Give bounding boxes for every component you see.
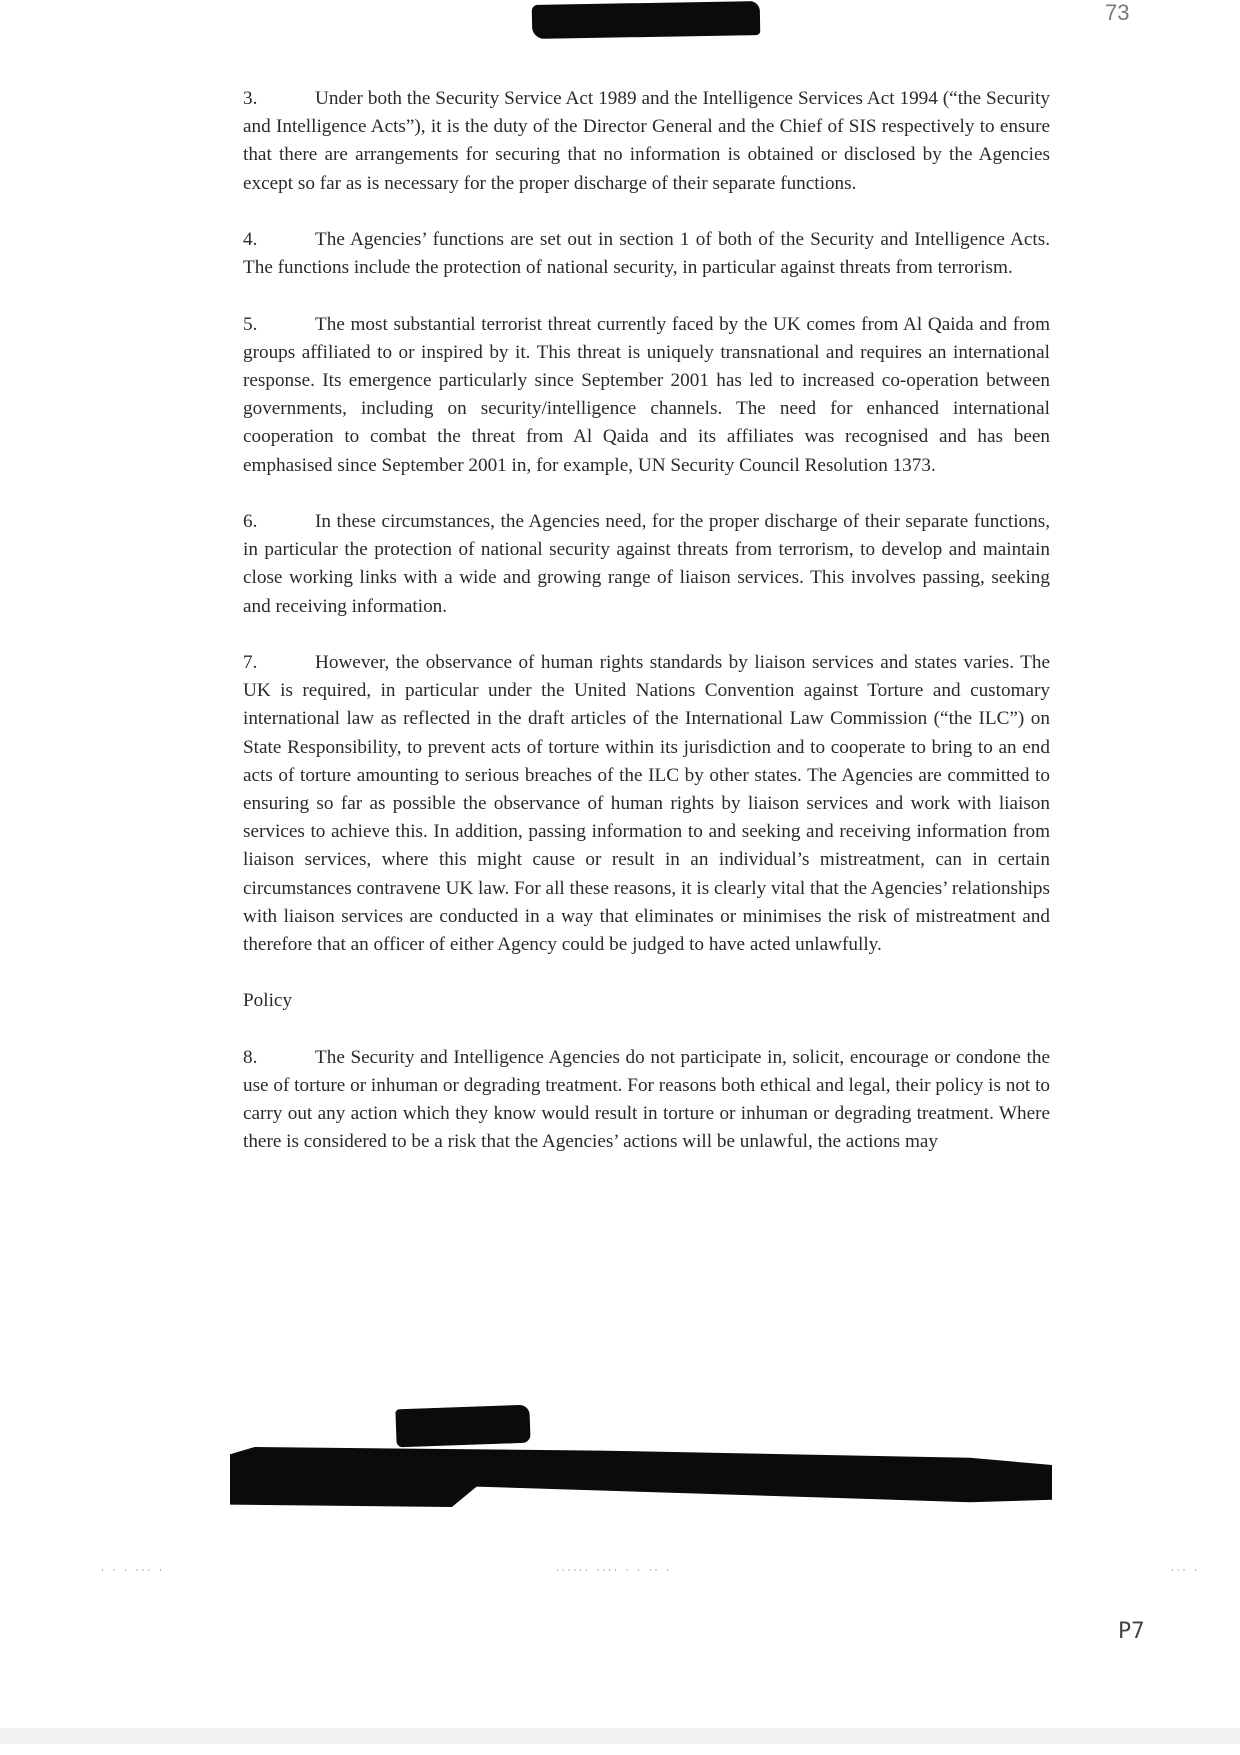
scan-marks-left: · · · ··· · <box>100 1566 164 1575</box>
redaction-block-top <box>532 1 761 39</box>
paragraph-7 <box>243 649 1050 959</box>
redaction-block-wide <box>230 1447 1052 1507</box>
paragraph-text: The most substantial terrorist threat currently faced by the UK comes from Al Qaida and from groups affiliated to or inspired by it. This threat is uniquely transnational and requires an international response. Its emergence particularly since September 2001 has led to increased co-operation between governments, including on security/intelligence channels. The need for enhanced international cooperation to combat the threat from Al Qaida and its affiliates was recognised and has been emphasised since September 2001 in, for example, UN Security Council Resolution 1373. <box>243 313 1050 476</box>
page-number: 73 <box>1105 0 1130 25</box>
page-label: P7 <box>1118 1619 1145 1644</box>
paragraph-text: However, the observance of human rights standards by liaison services and states varies. The UK is required, in particular under the United Nations Convention against Torture and customary international law as reflected in the draft articles of the International Law Commission (“the ILC”) on State Responsibility, to prevent acts of torture within its jurisdiction and to cooperate to bring to an end acts of torture amounting to serious breaches of the ILC by other states. The Agencies are committed to ensuring so far as possible the observance of human rights by liaison services and work with liaison services to achieve this. In addition, passing information to and seeking and receiving information from liaison services, where this might cause or result in an individual’s mistreatment, can in certain circumstances contravene UK law. For all these reasons, it is clearly vital that the Agencies’ relationships with liaison services are conducted in a way that eliminates or minimises the risk of mistreatment and therefore that an officer of either Agency could be judged to have acted unlawfully. <box>243 652 1050 956</box>
paragraph-text: Under both the Security Service Act 1989 and the Intelligence Services Act 1994 (“the Security and Intelligence Acts”), it is the duty of the Director General and the Chief of SIS respectively to ensure that there are arrangements for securing that no information is obtained or disclosed by the Agencies except so far as is necessary for the proper discharge of their separate functions. <box>243 88 1050 194</box>
paragraph-number: 3. <box>243 88 258 109</box>
paragraph-number: 7. <box>243 652 258 673</box>
paragraph-number: 6. <box>243 511 258 532</box>
scan-marks-right: ··· · <box>1170 1566 1200 1575</box>
paragraph-number: 8. <box>243 1046 258 1068</box>
paragraph-6 <box>243 508 1050 621</box>
paragraph-number: 5. <box>243 313 258 335</box>
paragraph-text: The Security and Intelligence Agencies do not participate in, solicit, encourage or condone the use of torture or inhuman or degrading treatment. For reasons both ethical and legal, their policy is not to carry out any action which they know would result in torture or inhuman or degrading treatment. Where there is considered to be a risk that the Agencies’ actions will be unlawful, the actions may <box>243 1046 1050 1153</box>
section-heading-policy: Policy <box>243 990 293 1012</box>
redaction-block-small <box>395 1405 530 1448</box>
paragraph-number: 4. <box>243 229 258 250</box>
paragraph-4 <box>243 226 1050 282</box>
paragraph-5 <box>243 311 1050 480</box>
document-body <box>243 85 1050 1185</box>
scan-marks-center: ······ ···· · · ·· · <box>555 1566 672 1575</box>
paragraph-text: The Agencies’ functions are set out in section 1 of both of the Security and Intelligence Acts. The functions include the protection of national security, in particular against threats from terrorism. <box>243 229 1050 279</box>
scan-edge-band <box>0 1728 1240 1744</box>
paragraph-3 <box>243 85 1050 198</box>
paragraph-text: In these circumstances, the Agencies need, for the proper discharge of their separate functions, in particular the protection of national security against threats from terrorism, to develop and maintain close working links with a wide and growing range of liaison services. This involves passing, seeking and receiving information. <box>243 511 1050 617</box>
paragraph-8 <box>243 1044 1050 1157</box>
